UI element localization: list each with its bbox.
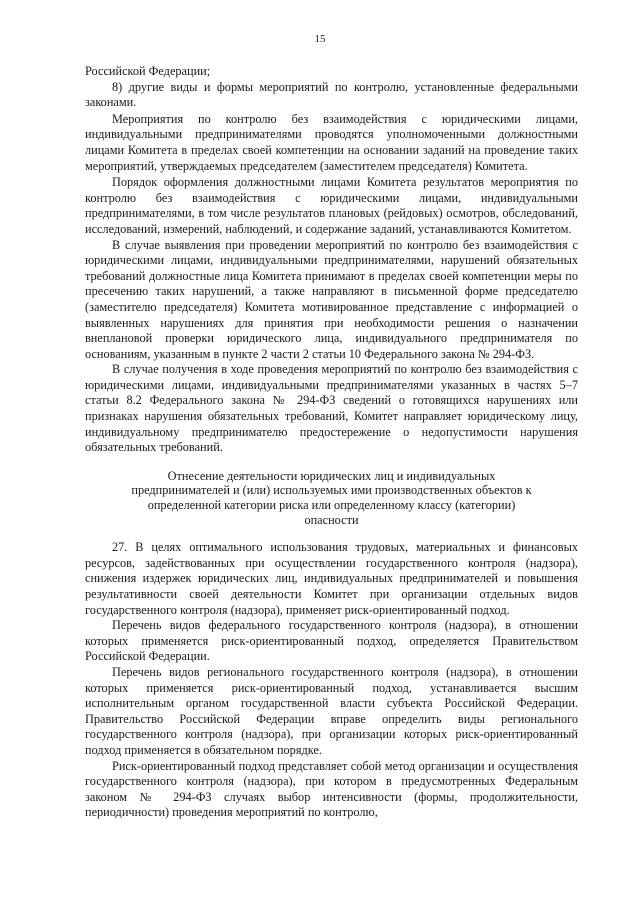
page-number: 15 <box>314 33 326 45</box>
paragraph-item-27: 27. В целях оптимального использования трудовых, материальных и финансовых ресурсов, задействованных при осуществлении государственного контроля (надзора), снижения издержек юридических лиц, индивидуальных предпринимателей и повышения результативности своей деятельности Комитет при организации отдельных видов государственного контроля (надзора), применяет риск-ориентированный подход. <box>85 540 578 617</box>
paragraph-regional-list: Перечень видов регионального государственного контроля (надзора), в отношении которых применяется риск-ориентированный подход, устанавливается высшим исполнительным органом государственной власти субъекта Российской Федерации. Правительство Российской Федерации вправе определить виды регионального государственного контроля (надзора), при организации которых риск-ориентированный подход применяется в обязательном порядке. <box>85 664 578 757</box>
paragraph-risk-approach: Риск-ориентированный подход представляет собой метод организации и осуществления государственного контроля (надзора), при котором в предусмотренных Федеральным законом № 294-ФЗ случаях выбор интенсивности (формы, продолжительности, периодичности) проведения мероприятий по контролю, <box>85 758 578 820</box>
paragraph-violations-detected: В случае выявления при проведении мероприятий по контролю без взаимодействия с юридическими лицами, индивидуальными предпринимателями, нарушений обязательных требований должностные лица Комитета принимают в пределах своей компетенции меры по пресечению таких нарушений, а также направляют в письменной форме председателю (заместителю председателя) Комитета мотивированное представление с информацией о выявленных нарушениях для принятия при необходимости решения о назначении внеплановой проверки юридического лица, индивидуального предпринимателя по основаниям, указанным в пункте 2 части 2 статьи 10 Федерального закона № 294-ФЗ. <box>85 237 578 361</box>
paragraph-continuation: Российской Федерации; <box>85 64 211 78</box>
document-body <box>85 64 578 821</box>
section-heading: Отнесение деятельности юридических лиц и индивидуальных предпринимателей и (или) используемых ими производственных объектов к определенной категории риска или определенному классу (категории) опасности <box>131 468 532 527</box>
paragraph-federal-list: Перечень видов федерального государственного контроля (надзора), в отношении которых применяется риск-ориентированный подход, определяется Правительством Российской Федерации. <box>85 618 578 664</box>
paragraph-control-measures: Мероприятия по контролю без взаимодействия с юридическими лицами, индивидуальными предпринимателями проводятся уполномоченными должностными лицами Комитета в пределах своей компетенции на основании заданий на проведение таких мероприятий, утверждаемых председателем (заместителем председателя) Комитета. <box>85 111 578 173</box>
paragraph-item-8: 8) другие виды и формы мероприятий по контролю, установленные федеральными законами. <box>85 79 578 110</box>
paragraph-results-procedure: Порядок оформления должностными лицами Комитета результатов мероприятия по контролю без взаимодействия с юридическими лицами, индивидуальными предпринимателями, в том числе результатов плановых (рейдовых) осмотров, обследований, исследований, измерений, наблюдений, и содержание заданий, устанавливаются Комитетом. <box>85 175 578 236</box>
paragraph-warning: В случае получения в ходе проведения мероприятий по контролю без взаимодействия с юридическими лицами, индивидуальными предпринимателями указанных в частях 5–7 статьи 8.2 Федерального закона № 294-ФЗ сведений о готовящихся нарушениях или признаках нарушения обязательных требований, Комитет направляет юридическому лицу, индивидуальному предпринимателю предостережение о недопустимости нарушения обязательных требований. <box>85 362 578 455</box>
